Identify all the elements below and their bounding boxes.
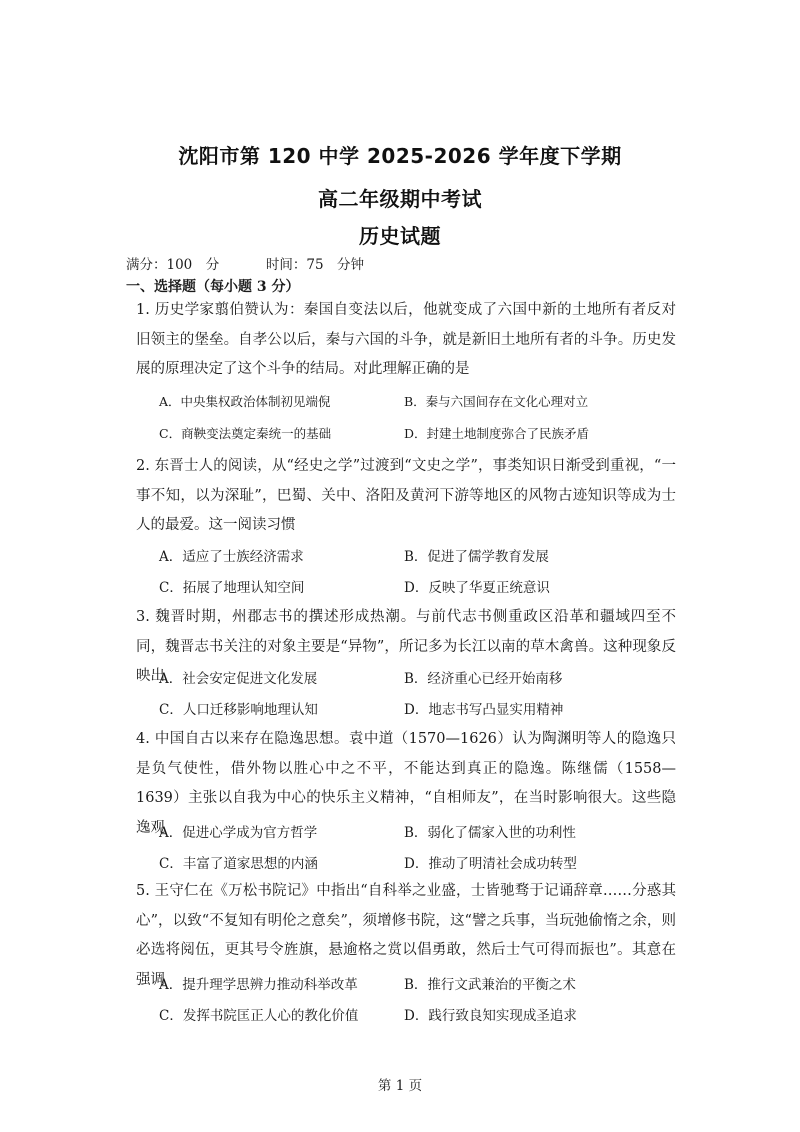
q5-option-c: C．发挥书院匡正人心的教化价值 (159, 1008, 359, 1024)
q5-option-d: D．践行致良知实现成圣追求 (404, 1008, 577, 1024)
q2-option-c: C．拓展了地理认知空间 (159, 580, 305, 596)
exam-meta (126, 253, 364, 273)
q3-option-d: D．地志书写凸显实用精神 (404, 702, 564, 718)
q5-option-b: B．推行文武兼治的平衡之术 (404, 977, 576, 993)
q2-option-d: D．反映了华夏正统意识 (404, 580, 550, 596)
q1-option-c: C．商鞅变法奠定秦统一的基础 (159, 426, 332, 441)
q4-option-c: C．丰富了道家思想的内涵 (159, 856, 318, 872)
exam-title: 高二年级期中考试 (318, 187, 482, 211)
q2-option-b: B．促进了儒学教育发展 (404, 549, 549, 565)
question-3-stem: 3. 魏晋时期，州郡志书的撰述形成热潮。与前代志书侧重政区沿革和疆域四至不同，魏晋志书关注的对象主要是“异物”，所记多为长江以南的草木禽兽。这种现象反映出 (136, 609, 676, 684)
subject-title: 历史试题 (359, 224, 441, 248)
school-title: 沈阳市第 120 中学 2025-2026 学年度下学期 (178, 144, 622, 168)
full-score: 满分：100 分 (126, 257, 220, 273)
question-1-stem: 1. 历史学家翦伯赞认为：秦国自变法以后，他就变成了六国中新的土地所有者反对旧领主的堡垒。自孝公以后，秦与六国的斗争，就是新旧土地所有者的斗争。历史发展的原理决定了这个斗争的结局。对此理解正确的是 (136, 302, 676, 377)
q3-option-b: B．经济重心已经开始南移 (404, 671, 563, 687)
q3-option-c: C．人口迁移影响地理认知 (159, 702, 318, 718)
page-number: 第 1 页 (377, 1078, 423, 1094)
q4-option-a: A．促进心学成为官方哲学 (159, 825, 318, 841)
q4-option-b: B．弱化了儒家入世的功利性 (404, 825, 576, 841)
q2-option-a: A．适应了士族经济需求 (159, 549, 304, 565)
question-5-stem: 5. 王守仁在《万松书院记》中指出“自科举之业盛，士皆驰骛于记诵辞章……分惑其心”，以致“不复知有明伦之意矣”，须增修书院，这“譬之兵事，当玩弛偷惰之余，则必选将阅伍，更其号令旌旗，悬逾格之赏以倡勇敢，然后士气可得而振也”。其意在强调 (136, 883, 676, 988)
question-2-stem: 2. 东晋士人的阅读，从“经史之学”过渡到“文史之学”，事类知识日渐受到重视，“一事不知，以为深耻”，巴蜀、关中、洛阳及黄河下游等地区的风物古迹知识等成为士人的最爱。这一阅读习惯 (136, 458, 676, 533)
q1-option-a: A．中央集权政治体制初见端倪 (159, 394, 331, 409)
time-limit: 时间：75 分钟 (265, 257, 365, 273)
question-4-stem: 4. 中国自古以来存在隐逸思想。袁中道（1570—1626）认为陶渊明等人的隐逸只是负气使性，借外物以胜心中之不平，不能达到真正的隐逸。陈继儒（1558—1639）主张以自我为中心的快乐主义精神，“自相师友”，在当时影响很大。这些隐逸观 (136, 731, 676, 836)
section-heading: 一、选择题（每小题 3 分） (126, 279, 300, 295)
q3-option-a: A．社会安定促进文化发展 (159, 671, 318, 687)
q5-option-a: A．提升理学思辨力推动科举改革 (159, 977, 358, 993)
q4-option-d: D．推动了明清社会成功转型 (404, 856, 577, 872)
q1-option-b: B．秦与六国间存在文化心理对立 (404, 394, 589, 409)
q1-option-d: D．封建土地制度弥合了民族矛盾 (404, 426, 590, 441)
